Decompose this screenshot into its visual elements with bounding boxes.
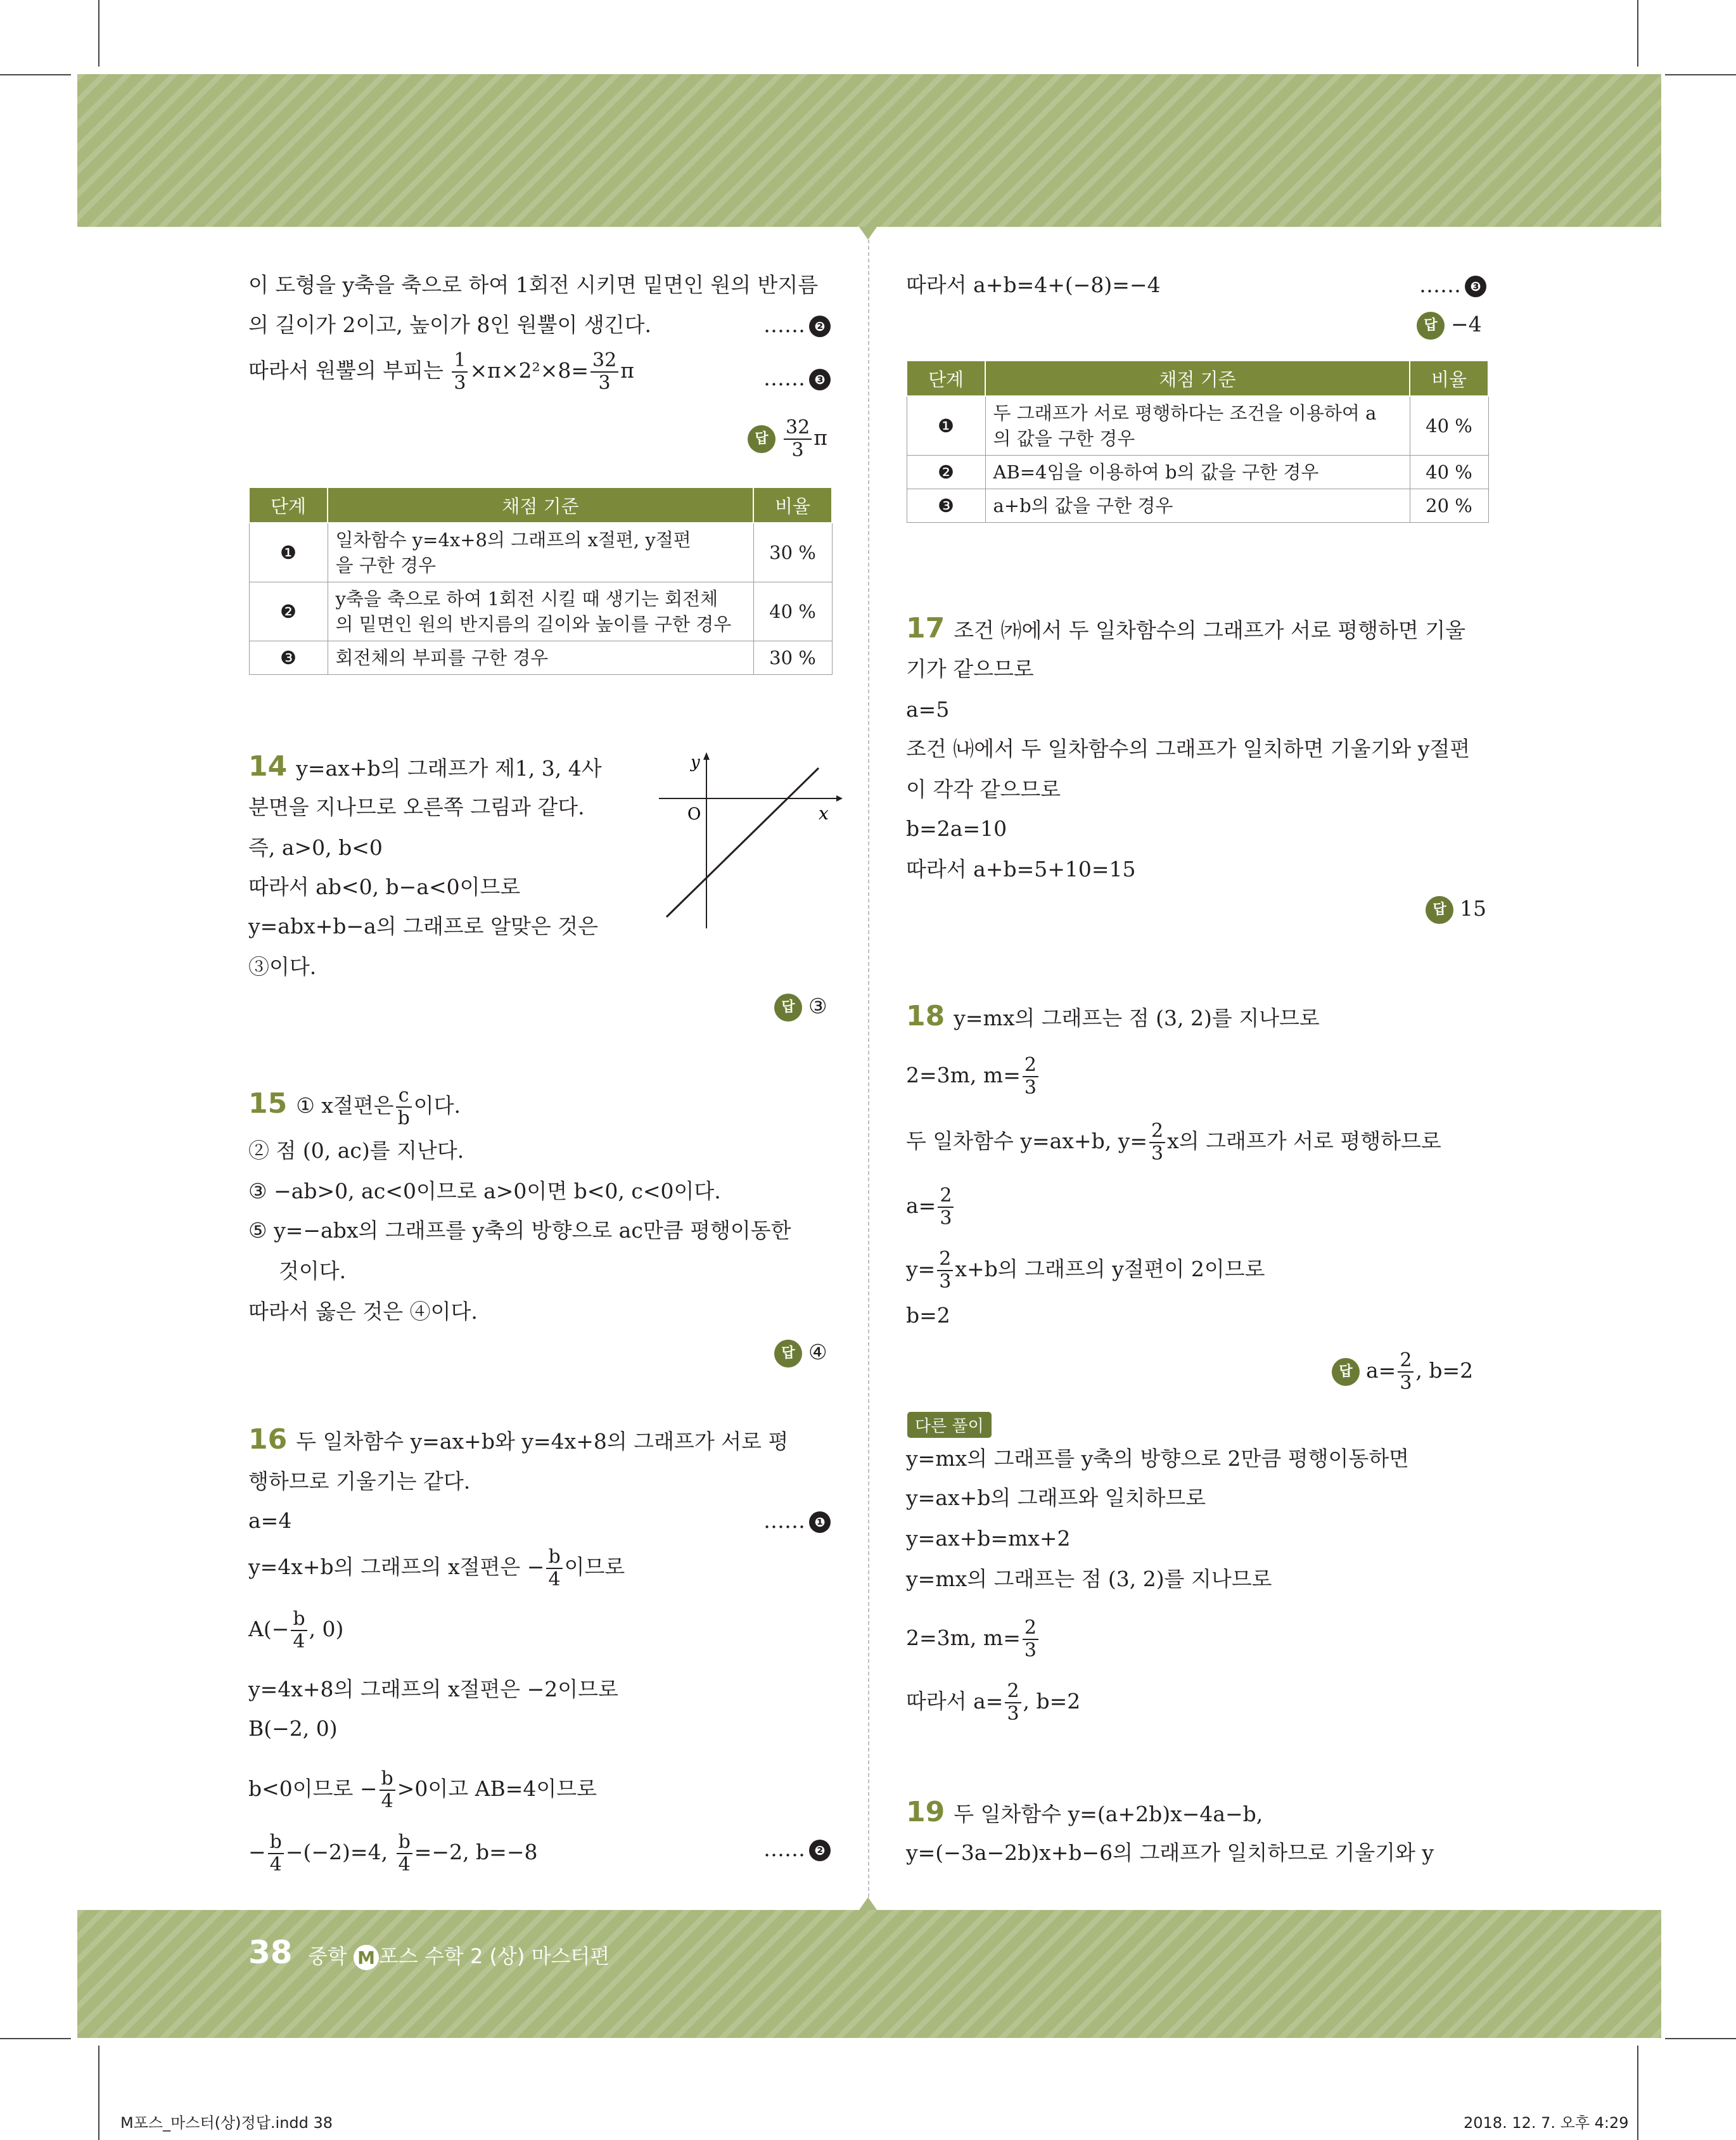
text-line: 조건 ㈏에서 두 일차함수의 그래프가 일치하면 기울기와 y절편	[906, 736, 1471, 761]
fraction: $\frac{b}{4}$	[546, 1546, 562, 1591]
text-line: a= $\frac{2}{3}$	[906, 1185, 955, 1229]
text-line: 이 도형을 y축을 축으로 하여 1회전 시키면 밑면인 원의 반지름	[248, 272, 819, 297]
text-line: 따라서 a= $\frac{2}{3}$ , b=2	[906, 1680, 1081, 1725]
fraction: $\frac{b}{4}$	[380, 1768, 395, 1812]
text-line: b=2a=10	[906, 816, 1007, 841]
text-line: ③이다.	[248, 954, 317, 979]
text-line: 따라서 a+b=4+(−8)=−4	[906, 272, 1161, 297]
step-marker: …… ❶	[763, 1507, 831, 1535]
fraction: $\frac{b}{4}$	[397, 1831, 412, 1876]
brand-m-icon: M	[354, 1945, 379, 1970]
fraction: $\frac{2}{3}$	[1149, 1120, 1165, 1165]
column-divider	[868, 227, 869, 1910]
text-line: y=4x+b의 그래프의 x절편은 − $\frac{b}{4}$ 이므로	[248, 1546, 625, 1591]
text-line: 두 일차함수 y=ax+b, y= $\frac{2}{3}$ x의 그래프가 서로 평행하므로	[906, 1120, 1441, 1165]
problem-number: 15	[248, 1087, 288, 1120]
divider-notch	[859, 1897, 877, 1910]
text-line: 행하므로 기울기는 같다.	[248, 1469, 471, 1494]
graph-line	[667, 768, 819, 917]
crop-mark	[98, 2046, 99, 2140]
crop-mark	[1665, 74, 1736, 75]
text-line: ③ −ab>0, ac<0이므로 a>0이면 b<0, c<0이다.	[248, 1179, 721, 1203]
answer-18: 답 a= $\frac{2}{3}$ , b=2	[1332, 1350, 1473, 1394]
answer-badge: 답	[1332, 1358, 1360, 1386]
step-marker: …… ❷	[763, 311, 831, 339]
fraction: $\frac{2}{3}$	[1398, 1350, 1414, 1394]
text-line: y=4x+8의 그래프의 x절편은 −2이므로	[248, 1677, 618, 1701]
fraction: $\frac{c}{b}$	[396, 1085, 412, 1129]
text-line: y=ax+b=mx+2	[906, 1526, 1071, 1551]
crop-mark	[0, 2038, 71, 2039]
text-line: ② 점 (0, ac)를 지난다.	[248, 1138, 464, 1163]
answer-16: 답 −4	[1417, 311, 1482, 340]
text-line: y=mx의 그래프를 y축의 방향으로 2만큼 평행이동하면	[906, 1446, 1409, 1471]
text-line: 의 길이가 2이고, 높이가 8인 원뿔이 생긴다.	[248, 312, 651, 337]
text-line: y=ax+b의 그래프와 일치하므로	[906, 1485, 1206, 1510]
scoring-table-16: 단계 채점 기준 비율 ❶ 두 그래프가 서로 평행하다는 조건을 이용하여 a 의 값을 구한 경우 40 % ❷ AB=4임을 이용하여 b의 값을 구한 경우 40 % ❸ a+b의 값을 구한 경우 20 %	[906, 360, 1489, 523]
book-title: 중학 M 포스 수학 2 (상) 마스터편	[308, 1940, 610, 1970]
crop-mark	[1637, 2046, 1638, 2140]
text-line: 17 조건 ㈎에서 두 일차함수의 그래프가 서로 평행하면 기울	[906, 612, 1465, 644]
text-line: 분면을 지나므로 오른쪽 그림과 같다.	[248, 795, 585, 819]
step-marker: …… ❸	[763, 364, 831, 392]
fraction: $\frac{b}{4}$	[291, 1608, 307, 1653]
text-line: 것이다.	[279, 1259, 347, 1283]
step-marker: …… ❷	[763, 1835, 831, 1863]
fraction: $\frac{2}{3}$	[1023, 1054, 1038, 1099]
volume-formula: 따라서 원뿔의 부피는 $\frac{1}{3}$ ×π×2²×8= $\frac{32}{3}$ π	[248, 349, 634, 394]
answer-badge: 답	[774, 1340, 802, 1368]
problem-number: 17	[906, 612, 945, 644]
fraction: $\frac{32}{3}$	[590, 350, 618, 394]
divider-notch	[859, 227, 877, 240]
fraction: $\frac{b}{4}$	[268, 1831, 284, 1876]
text-line: b<0이므로 − $\frac{b}{4}$ >0이고 AB=4이므로	[248, 1767, 597, 1812]
page-number: 38	[248, 1934, 293, 1971]
answer-14: 답 ③	[774, 992, 827, 1022]
text-line: 따라서 옳은 것은 ④이다.	[248, 1299, 478, 1324]
problem-number: 16	[248, 1423, 288, 1456]
crop-mark	[0, 74, 71, 75]
crop-mark	[1665, 2038, 1736, 2039]
text-line: y=mx의 그래프는 점 (3, 2)를 지나므로	[906, 1567, 1272, 1591]
text-line: ⑤ y=−abx의 그래프를 y축의 방향으로 ac만큼 평행이동한	[248, 1218, 791, 1243]
text-line: y=(−3a−2b)x+b−6의 그래프가 일치하므로 기울기와 y	[906, 1840, 1434, 1865]
fraction: $\frac{2}{3}$	[1023, 1617, 1038, 1662]
step-marker: …… ❸	[1419, 271, 1486, 299]
text-line: y=abx+b−a의 그래프로 알맞은 것은	[248, 914, 599, 939]
answer-badge: 답	[774, 994, 802, 1022]
fraction: $\frac{1}{3}$	[452, 350, 468, 394]
answer-13: 답 $\frac{32}{3}$ π	[748, 417, 827, 461]
text-line: 14 y=ax+b의 그래프가 제1, 3, 4사	[248, 750, 602, 783]
fraction: $\frac{2}{3}$	[938, 1185, 954, 1229]
problem-number: 18	[906, 1000, 945, 1032]
answer-badge: 답	[1426, 896, 1453, 924]
text-line: a=5	[906, 697, 950, 722]
answer-17: 답 15	[1426, 895, 1486, 924]
text-line: 2=3m, m= $\frac{2}{3}$	[906, 1617, 1040, 1662]
text-line: A(− $\frac{b}{4}$ , 0)	[248, 1608, 344, 1653]
text-line: 따라서 a+b=5+10=15	[906, 857, 1136, 881]
x-label: x	[819, 803, 829, 824]
text-line: a=4	[248, 1508, 292, 1533]
footer-band	[77, 1910, 1661, 2038]
graph-14	[653, 751, 843, 935]
answer-badge: 답	[1417, 312, 1445, 340]
fraction: $\frac{2}{3}$	[1005, 1681, 1021, 1725]
y-arrow	[703, 752, 710, 760]
text-line: 15 ① x절편은 $\frac{c}{b}$ 이다.	[248, 1084, 461, 1129]
file-name: M포스_마스터(상)정답.indd 38	[120, 2114, 333, 2132]
text-line: 기가 같으므로	[906, 657, 1034, 681]
text-line: 16 두 일차함수 y=ax+b와 y=4x+8의 그래프가 서로 평	[248, 1423, 789, 1456]
text-line: 이 각각 같으므로	[906, 777, 1061, 802]
x-arrow	[836, 795, 843, 802]
answer-15: 답 ④	[774, 1338, 827, 1368]
text-line: 따라서 ab<0, b−a<0이므로	[248, 875, 521, 899]
crop-mark	[98, 0, 99, 67]
crop-mark	[1637, 0, 1638, 67]
text-line: b=2	[906, 1303, 950, 1328]
y-label: y	[691, 753, 700, 772]
text-line: 즉, a>0, b<0	[248, 835, 383, 860]
problem-number: 19	[906, 1796, 945, 1828]
text-line: 2=3m, m= $\frac{2}{3}$	[906, 1054, 1040, 1099]
scoring-table-13: 단계 채점 기준 비율 ❶ 일차함수 y=4x+8의 그래프의 x절편, y절편 을 구한 경우 30 % ❷ y축을 축으로 하여 1회전 시킬 때 생기는 회전체 의 밑면인 원의 반지름의 길이와 높이를 구한 경우 40 % ❸ 회전체의 부피를 구한 경우 30 %	[248, 487, 833, 675]
text-line: 18 y=mx의 그래프는 점 (3, 2)를 지나므로	[906, 1000, 1320, 1032]
alternate-solution-tag: 다른 풀이	[907, 1412, 992, 1438]
text-line: 19 두 일차함수 y=(a+2b)x−4a−b,	[906, 1796, 1263, 1828]
text-line: B(−2, 0)	[248, 1716, 338, 1741]
print-date: 2018. 12. 7. 오후 4:29	[1464, 2114, 1629, 2132]
text-line: − $\frac{b}{4}$ −(−2)=4, $\frac{b}{4}$ =−2, b=−8	[248, 1831, 538, 1876]
fraction: $\frac{2}{3}$	[937, 1248, 953, 1293]
answer-badge: 답	[748, 425, 775, 453]
header-band	[77, 74, 1661, 227]
text-line: y= $\frac{2}{3}$ x+b의 그래프의 y절편이 2이므로	[906, 1248, 1265, 1293]
origin-label: O	[687, 805, 701, 824]
problem-number: 14	[248, 750, 288, 783]
